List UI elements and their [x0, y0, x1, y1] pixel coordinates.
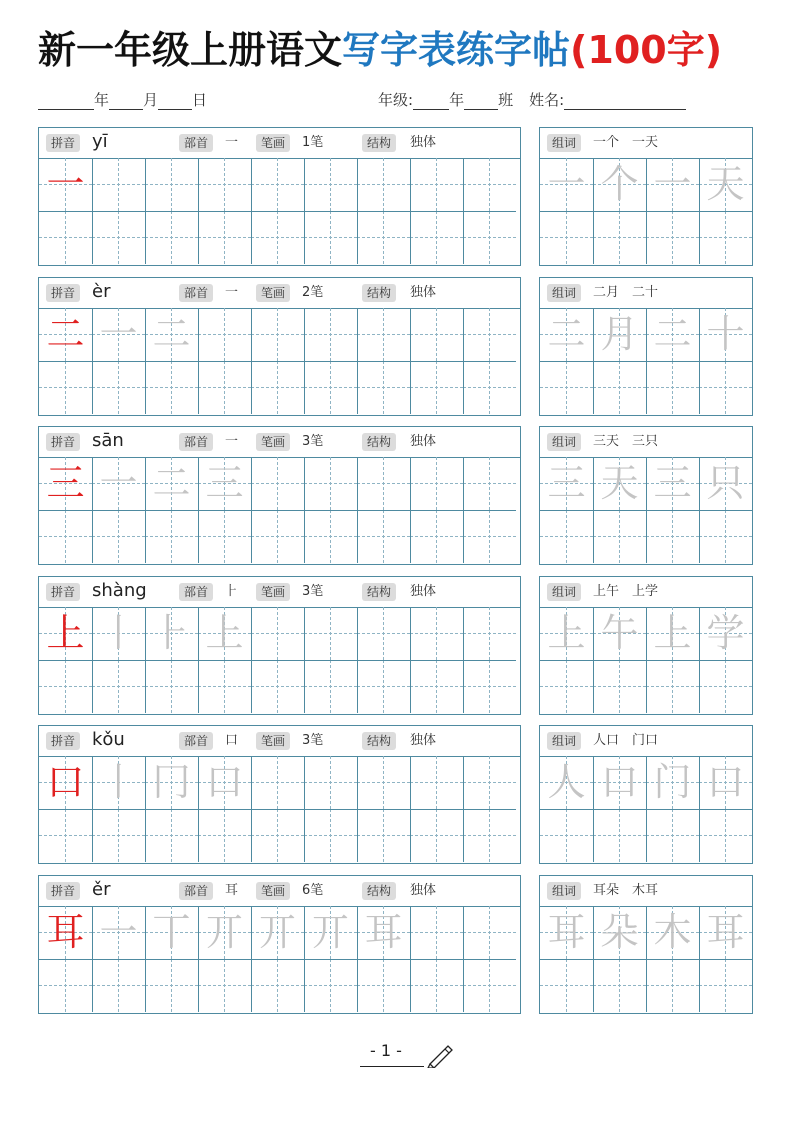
practice-row-line — [39, 959, 516, 960]
word-box — [539, 426, 753, 565]
year-label: 年 — [94, 91, 110, 109]
pinyin-value: èr — [92, 281, 111, 302]
practice-cell[interactable] — [304, 809, 357, 862]
practice-cell[interactable] — [251, 211, 304, 264]
practice-cell[interactable] — [39, 660, 92, 713]
stroke-step-character: 丌 — [258, 910, 297, 954]
words-label: 组词 — [547, 284, 581, 302]
word-box — [539, 127, 753, 266]
words-label: 组词 — [547, 882, 581, 900]
word-row-line — [540, 510, 752, 511]
word-row-line — [540, 211, 752, 212]
name-blank[interactable] — [564, 95, 686, 110]
practice-cell[interactable] — [251, 660, 304, 713]
stroke-step-character: 冂 — [152, 760, 191, 804]
practice-cell[interactable] — [39, 809, 92, 862]
word-cell[interactable] — [699, 510, 752, 563]
practice-cell[interactable] — [145, 809, 198, 862]
model-character: 口 — [46, 760, 85, 804]
words-label: 组词 — [547, 583, 581, 601]
practice-header — [39, 427, 520, 458]
word-row-line — [540, 660, 752, 661]
date-line — [38, 90, 207, 110]
word-header — [540, 726, 752, 757]
grade-year-label: 年 — [449, 91, 465, 109]
words-value: 一个 一天 — [593, 135, 659, 150]
stroke-step-character: 丨 — [99, 760, 138, 804]
strokes-label: 笔画 — [256, 882, 290, 900]
practice-cell[interactable] — [410, 607, 463, 660]
word-cell[interactable] — [646, 959, 699, 1012]
word-character: 木 — [653, 910, 692, 954]
practice-row-line — [39, 510, 516, 511]
word-grid — [540, 607, 752, 713]
word-cell[interactable] — [593, 959, 646, 1012]
word-character: 天 — [706, 162, 745, 206]
word-cell[interactable] — [540, 660, 593, 713]
month-label: 月 — [143, 91, 159, 109]
title-part-2: 写字表练字帖 — [342, 28, 571, 72]
word-cell[interactable] — [646, 211, 699, 264]
practice-cell[interactable] — [251, 959, 304, 1012]
strokes-label: 笔画 — [256, 583, 290, 601]
practice-cell[interactable] — [410, 211, 463, 264]
practice-cell[interactable] — [304, 660, 357, 713]
word-header — [540, 128, 752, 159]
practice-box — [38, 426, 521, 565]
word-header — [540, 278, 752, 309]
title-part-3: (100字) — [570, 28, 723, 72]
word-grid — [540, 457, 752, 563]
stroke-step-character: 丨 — [99, 611, 138, 655]
practice-cell[interactable] — [304, 756, 357, 809]
pen-icon — [426, 1042, 456, 1068]
word-cell[interactable] — [540, 809, 593, 862]
structure-value: 独体 — [410, 285, 437, 300]
word-character: 门 — [653, 760, 692, 804]
word-cell[interactable] — [593, 211, 646, 264]
word-box — [539, 576, 753, 715]
strokes-value: 6笔 — [302, 883, 324, 898]
word-header — [540, 577, 752, 608]
practice-box — [38, 725, 521, 864]
radical-value: 耳 — [225, 883, 239, 898]
strokes-value: 2笔 — [302, 285, 324, 300]
practice-cell[interactable] — [92, 211, 145, 264]
strokes-value: 3笔 — [302, 584, 324, 599]
practice-cell[interactable] — [463, 756, 516, 809]
grade-blank[interactable] — [413, 95, 449, 110]
word-cell[interactable] — [540, 959, 593, 1012]
radical-label: 部首 — [179, 882, 213, 900]
pinyin-value: ěr — [92, 879, 111, 900]
word-grid — [540, 308, 752, 414]
stroke-step-character: 口 — [205, 760, 244, 804]
word-cell[interactable] — [593, 660, 646, 713]
student-line — [378, 90, 686, 110]
words-label: 组词 — [547, 433, 581, 451]
pinyin-label: 拼音 — [46, 284, 80, 302]
word-cell[interactable] — [699, 361, 752, 414]
word-character: 月 — [600, 312, 639, 356]
day-label: 日 — [192, 91, 208, 109]
radical-value: 一 — [225, 434, 239, 449]
word-character: 天 — [600, 461, 639, 505]
pinyin-label: 拼音 — [46, 134, 80, 152]
practice-cell[interactable] — [92, 809, 145, 862]
strokes-value: 3笔 — [302, 434, 324, 449]
page-footer — [360, 1040, 450, 1070]
practice-cell[interactable] — [357, 660, 410, 713]
practice-cell[interactable] — [145, 158, 198, 211]
structure-value: 独体 — [410, 135, 437, 150]
word-grid — [540, 158, 752, 264]
practice-cell[interactable] — [463, 158, 516, 211]
practice-row-line — [39, 211, 516, 212]
word-character: 一 — [547, 162, 586, 206]
structure-value: 独体 — [410, 434, 437, 449]
structure-label: 结构 — [362, 882, 396, 900]
practice-cell[interactable] — [92, 361, 145, 414]
model-character: 耳 — [46, 910, 85, 954]
practice-header — [39, 577, 520, 608]
practice-cell[interactable] — [39, 510, 92, 563]
practice-cell[interactable] — [463, 607, 516, 660]
radical-value: 口 — [225, 733, 239, 748]
word-cell[interactable] — [540, 211, 593, 264]
practice-cell[interactable] — [251, 308, 304, 361]
word-cell[interactable] — [699, 809, 752, 862]
practice-cell[interactable] — [251, 510, 304, 563]
word-character: 只 — [706, 461, 745, 505]
practice-cell[interactable] — [251, 158, 304, 211]
word-row-line — [540, 361, 752, 362]
pinyin-value: shàng — [92, 580, 147, 601]
day-blank[interactable] — [158, 95, 192, 110]
practice-cell[interactable] — [92, 959, 145, 1012]
practice-cell[interactable] — [198, 361, 251, 414]
practice-cell[interactable] — [251, 756, 304, 809]
page-number: - 1 - — [370, 1041, 402, 1060]
practice-cell[interactable] — [410, 361, 463, 414]
word-header — [540, 427, 752, 458]
stroke-step-character: 一 — [99, 312, 138, 356]
practice-grid — [39, 906, 516, 1012]
radical-label: 部首 — [179, 134, 213, 152]
word-character: 学 — [706, 611, 745, 655]
practice-cell[interactable] — [39, 211, 92, 264]
word-character: 人 — [547, 760, 586, 804]
practice-cell[interactable] — [304, 457, 357, 510]
practice-cell[interactable] — [145, 211, 198, 264]
practice-cell[interactable] — [410, 158, 463, 211]
radical-value: 一 — [225, 285, 239, 300]
word-box — [539, 725, 753, 864]
practice-row-line — [39, 361, 516, 362]
stroke-step-character: 一 — [99, 461, 138, 505]
stroke-step-character: 二 — [152, 312, 191, 356]
strokes-label: 笔画 — [256, 134, 290, 152]
practice-cell[interactable] — [145, 959, 198, 1012]
practice-cell[interactable] — [357, 510, 410, 563]
structure-label: 结构 — [362, 284, 396, 302]
practice-grid — [39, 756, 516, 862]
practice-cell[interactable] — [410, 906, 463, 959]
strokes-value: 1笔 — [302, 135, 324, 150]
model-character: 三 — [46, 461, 85, 505]
practice-cell[interactable] — [198, 809, 251, 862]
practice-cell[interactable] — [39, 361, 92, 414]
words-value: 耳朵 木耳 — [593, 883, 659, 898]
practice-cell[interactable] — [357, 361, 410, 414]
word-character: 个 — [600, 162, 639, 206]
model-character: 上 — [46, 611, 85, 655]
word-character: 耳 — [706, 910, 745, 954]
practice-cell[interactable] — [410, 959, 463, 1012]
word-character: 上 — [653, 611, 692, 655]
class-label: 班 — [498, 91, 514, 109]
word-character: 朵 — [600, 910, 639, 954]
word-cell[interactable] — [646, 660, 699, 713]
practice-row-line — [39, 809, 516, 810]
month-blank[interactable] — [109, 95, 143, 110]
word-character: 三 — [547, 461, 586, 505]
word-grid — [540, 906, 752, 1012]
word-cell[interactable] — [593, 361, 646, 414]
practice-cell[interactable] — [198, 959, 251, 1012]
practice-cell[interactable] — [304, 510, 357, 563]
practice-cell[interactable] — [463, 308, 516, 361]
word-row-line — [540, 959, 752, 960]
stroke-step-character: ⺊ — [152, 611, 191, 655]
strokes-label: 笔画 — [256, 433, 290, 451]
practice-grid — [39, 158, 516, 264]
practice-box — [38, 277, 521, 416]
practice-cell[interactable] — [304, 158, 357, 211]
practice-cell[interactable] — [198, 308, 251, 361]
practice-cell[interactable] — [463, 809, 516, 862]
word-character: 耳 — [547, 910, 586, 954]
pinyin-value: yī — [92, 131, 108, 152]
word-cell[interactable] — [646, 510, 699, 563]
practice-cell[interactable] — [357, 308, 410, 361]
practice-cell[interactable] — [357, 809, 410, 862]
class-blank[interactable] — [464, 95, 498, 110]
practice-cell[interactable] — [463, 457, 516, 510]
practice-cell[interactable] — [304, 308, 357, 361]
practice-cell[interactable] — [357, 756, 410, 809]
structure-label: 结构 — [362, 732, 396, 750]
words-label: 组词 — [547, 732, 581, 750]
word-character: 二 — [653, 312, 692, 356]
radical-value: ⺊ — [225, 584, 239, 599]
word-cell[interactable] — [646, 809, 699, 862]
practice-cell[interactable] — [145, 660, 198, 713]
practice-header — [39, 726, 520, 757]
stroke-step-character: 一 — [99, 910, 138, 954]
words-value: 二月 二十 — [593, 285, 659, 300]
practice-cell[interactable] — [198, 660, 251, 713]
footer-underline — [360, 1066, 424, 1067]
words-value: 三天 三只 — [593, 434, 659, 449]
practice-cell[interactable] — [357, 211, 410, 264]
structure-value: 独体 — [410, 733, 437, 748]
practice-cell[interactable] — [357, 457, 410, 510]
word-character: 口 — [706, 760, 745, 804]
name-label: 姓名: — [529, 91, 565, 109]
practice-cell[interactable] — [410, 510, 463, 563]
practice-cell[interactable] — [251, 457, 304, 510]
practice-cell[interactable] — [463, 959, 516, 1012]
stroke-step-character: 丌 — [205, 910, 244, 954]
practice-cell[interactable] — [92, 510, 145, 563]
word-character: 上 — [547, 611, 586, 655]
structure-value: 独体 — [410, 883, 437, 898]
grade-label: 年级: — [378, 91, 414, 109]
practice-grid — [39, 308, 516, 414]
word-header — [540, 876, 752, 907]
practice-cell[interactable] — [410, 660, 463, 713]
practice-cell[interactable] — [145, 361, 198, 414]
structure-label: 结构 — [362, 134, 396, 152]
radical-label: 部首 — [179, 433, 213, 451]
strokes-value: 3笔 — [302, 733, 324, 748]
practice-cell[interactable] — [463, 510, 516, 563]
practice-cell[interactable] — [304, 959, 357, 1012]
practice-cell[interactable] — [145, 510, 198, 563]
words-value: 人口 门口 — [593, 733, 659, 748]
practice-row-line — [39, 660, 516, 661]
practice-box — [38, 875, 521, 1014]
practice-cell[interactable] — [463, 906, 516, 959]
practice-grid — [39, 457, 516, 563]
practice-cell[interactable] — [357, 959, 410, 1012]
practice-cell[interactable] — [410, 809, 463, 862]
word-character: 三 — [653, 461, 692, 505]
practice-cell[interactable] — [410, 308, 463, 361]
word-row-line — [540, 809, 752, 810]
practice-cell[interactable] — [304, 361, 357, 414]
practice-box — [38, 576, 521, 715]
word-cell[interactable] — [699, 211, 752, 264]
stroke-step-character: 三 — [205, 461, 244, 505]
practice-cell[interactable] — [357, 607, 410, 660]
word-character: 一 — [653, 162, 692, 206]
word-character: 午 — [600, 611, 639, 655]
practice-cell[interactable] — [198, 158, 251, 211]
radical-label: 部首 — [179, 284, 213, 302]
page-title — [38, 26, 722, 74]
practice-cell[interactable] — [92, 158, 145, 211]
pinyin-label: 拼音 — [46, 732, 80, 750]
practice-cell[interactable] — [304, 607, 357, 660]
structure-label: 结构 — [362, 433, 396, 451]
practice-header — [39, 278, 520, 309]
practice-cell[interactable] — [39, 959, 92, 1012]
pinyin-label: 拼音 — [46, 882, 80, 900]
word-grid — [540, 756, 752, 862]
practice-cell[interactable] — [463, 361, 516, 414]
practice-cell[interactable] — [357, 158, 410, 211]
word-cell[interactable] — [699, 660, 752, 713]
structure-value: 独体 — [410, 584, 437, 599]
word-cell[interactable] — [593, 809, 646, 862]
word-box — [539, 875, 753, 1014]
pinyin-value: kǒu — [92, 729, 125, 750]
strokes-label: 笔画 — [256, 732, 290, 750]
radical-label: 部首 — [179, 732, 213, 750]
structure-label: 结构 — [362, 583, 396, 601]
strokes-label: 笔画 — [256, 284, 290, 302]
practice-box — [38, 127, 521, 266]
practice-cell[interactable] — [410, 756, 463, 809]
practice-cell[interactable] — [463, 211, 516, 264]
stroke-step-character: 上 — [205, 611, 244, 655]
model-character: 一 — [46, 162, 85, 206]
year-blank[interactable] — [38, 95, 94, 110]
pinyin-label: 拼音 — [46, 583, 80, 601]
stroke-step-character: 丅 — [152, 910, 191, 954]
practice-cell[interactable] — [251, 361, 304, 414]
practice-cell[interactable] — [463, 660, 516, 713]
word-cell[interactable] — [540, 361, 593, 414]
practice-grid — [39, 607, 516, 713]
practice-cell[interactable] — [251, 607, 304, 660]
word-cell[interactable] — [699, 959, 752, 1012]
words-value: 上午 上学 — [593, 584, 659, 599]
word-box — [539, 277, 753, 416]
stroke-step-character: 耳 — [364, 910, 403, 954]
practice-cell[interactable] — [92, 660, 145, 713]
word-character: 十 — [706, 312, 745, 356]
practice-cell[interactable] — [198, 211, 251, 264]
title-part-1: 新一年级上册语文 — [38, 28, 343, 72]
practice-cell[interactable] — [198, 510, 251, 563]
word-cell[interactable] — [540, 510, 593, 563]
stroke-step-character: 丌 — [311, 910, 350, 954]
pinyin-label: 拼音 — [46, 433, 80, 451]
radical-value: 一 — [225, 135, 239, 150]
words-label: 组词 — [547, 134, 581, 152]
model-character: 二 — [46, 312, 85, 356]
word-cell[interactable] — [646, 361, 699, 414]
word-cell[interactable] — [593, 510, 646, 563]
practice-header — [39, 876, 520, 907]
word-character: 口 — [600, 760, 639, 804]
radical-label: 部首 — [179, 583, 213, 601]
practice-cell[interactable] — [304, 211, 357, 264]
word-character: 二 — [547, 312, 586, 356]
practice-header — [39, 128, 520, 159]
practice-cell[interactable] — [251, 809, 304, 862]
pinyin-value: sān — [92, 430, 124, 451]
stroke-step-character: 二 — [152, 461, 191, 505]
practice-cell[interactable] — [410, 457, 463, 510]
